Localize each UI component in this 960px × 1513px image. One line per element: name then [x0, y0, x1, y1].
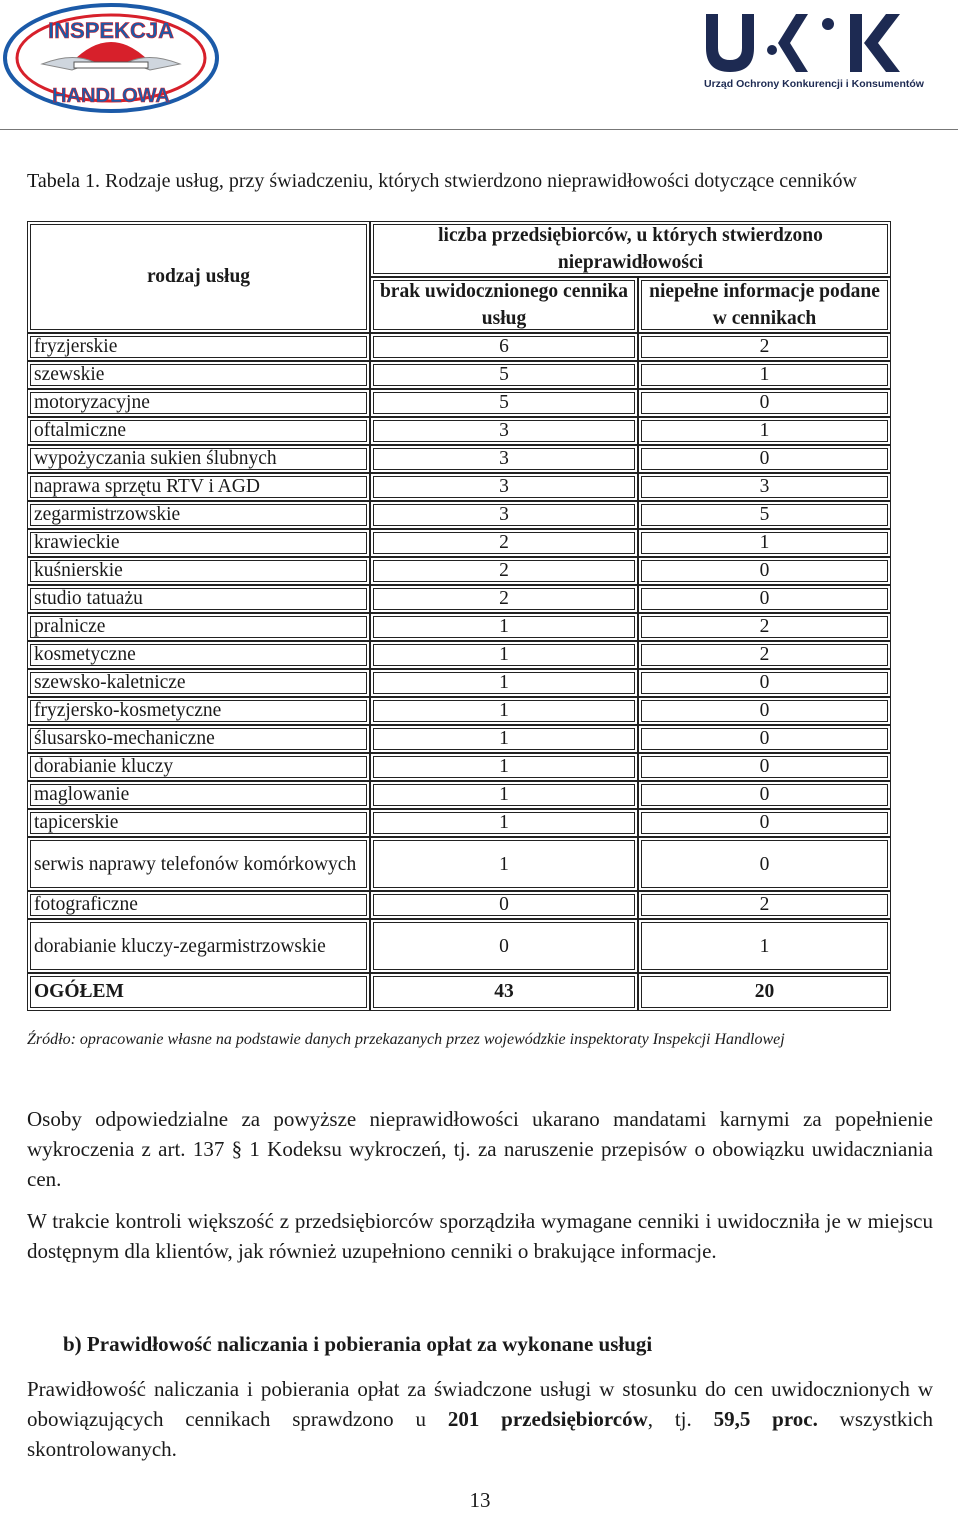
incomplete-info-cell: 5 [638, 501, 891, 529]
incomplete-info-cell: 0 [638, 809, 891, 837]
incomplete-info-cell: 0 [638, 697, 891, 725]
incomplete-info-cell: 2 [638, 641, 891, 669]
service-name-cell: fotograficzne [27, 891, 370, 919]
service-name-cell: naprawa sprzętu RTV i AGD [27, 473, 370, 501]
service-name-cell: maglowanie [27, 781, 370, 809]
table-row [27, 753, 891, 781]
no-price-list-cell: 5 [370, 361, 638, 389]
incomplete-info-cell: 0 [638, 585, 891, 613]
incomplete-info-cell: 2 [638, 613, 891, 641]
no-price-list-cell: 1 [370, 781, 638, 809]
paragraph-2: W trakcie kontroli większość z przedsiębiorców sporządziła wymagane cenniki i uwidoczniła je w miejscu dostępnym dla klientów, jak również uzupełniono cenniki o brakujące informacje. [27, 1209, 933, 1263]
table-row [27, 389, 891, 417]
incomplete-info-cell: 0 [638, 557, 891, 585]
service-name-cell: ślusarsko-mechaniczne [27, 725, 370, 753]
service-name-cell: krawieckie [27, 529, 370, 557]
table-caption [27, 168, 927, 195]
incomplete-info-cell: 2 [638, 333, 891, 361]
table-row [27, 445, 891, 473]
no-price-list-cell: 1 [370, 837, 638, 891]
table-row [27, 891, 891, 919]
inspekcja-handlowa-logo [2, 2, 220, 114]
table-row [27, 333, 891, 361]
table-row [27, 837, 891, 891]
caption-text: Rodzaje usług, przy świadczeniu, których stwierdzono nieprawidłowości dotyczące cenników [105, 170, 857, 192]
incomplete-info-cell: 0 [638, 725, 891, 753]
p3-part1: Prawidłowość naliczania i pobierania opłat za świadczone usługi w stosunku do cen uwidocznionych w obowiązujących cennikach sprawdzono u [27, 1377, 933, 1431]
table-row [27, 361, 891, 389]
table-row [27, 613, 891, 641]
svg-text:HANDLOWA: HANDLOWA [52, 85, 170, 107]
total-label-cell: OGÓŁEM [27, 973, 370, 1011]
col2-header-cell: niepełne informacje podane w cennikach [638, 277, 891, 333]
svg-text:INSPEKCJA: INSPEKCJA [48, 18, 174, 43]
incomplete-info-cell: 1 [638, 417, 891, 445]
incomplete-info-cell: 1 [638, 361, 891, 389]
source-note: Źródło: opracowanie własne na podstawie danych przekazanych przez wojewódzkie inspektoraty Inspekcji Handlowej [27, 1031, 785, 1048]
service-name-cell: kuśnierskie [27, 557, 370, 585]
col1-header-cell: brak uwidocznionego cennika usług [370, 277, 638, 333]
no-price-list-cell: 3 [370, 501, 638, 529]
service-name-cell: studio tatuażu [27, 585, 370, 613]
incomplete-info-cell: 0 [638, 389, 891, 417]
incomplete-info-cell: 0 [638, 669, 891, 697]
no-price-list-cell: 1 [370, 697, 638, 725]
incomplete-info-cell: 0 [638, 753, 891, 781]
section-subheading: b) Prawidłowość naliczania i pobierania opłat za wykonane usługi [63, 1332, 653, 1356]
no-price-list-cell: 1 [370, 809, 638, 837]
table-row [27, 501, 891, 529]
incomplete-info-cell: 3 [638, 473, 891, 501]
service-name-cell: pralnicze [27, 613, 370, 641]
service-name-cell: motoryzacyjne [27, 389, 370, 417]
p3-bold2: 59,5 proc. [713, 1407, 818, 1431]
service-name-cell: serwis naprawy telefonów komórkowych [27, 837, 370, 891]
table-row [27, 697, 891, 725]
total-row [27, 973, 891, 1011]
no-price-list-cell: 0 [370, 891, 638, 919]
service-name-cell: kosmetyczne [27, 641, 370, 669]
table-row [27, 809, 891, 837]
paragraph-1: Osoby odpowiedzialne za powyższe nieprawidłowości ukarano mandatami karnymi za popełnienie wykroczenia z art. 137 § 1 Kodeksu wykroczeń, tj. za naruszenie przepisów o obowiązku uwidaczniania cen. [27, 1107, 933, 1191]
uokik-caption: Urząd Ochrony Konkurencji i Konsumentów [704, 78, 924, 90]
service-name-cell: szewsko-kaletnicze [27, 669, 370, 697]
no-price-list-cell: 2 [370, 529, 638, 557]
service-name-cell: fryzjerskie [27, 333, 370, 361]
no-price-list-cell: 2 [370, 585, 638, 613]
table-row [27, 473, 891, 501]
table-row [27, 781, 891, 809]
service-name-cell: fryzjersko-kosmetyczne [27, 697, 370, 725]
incomplete-info-cell: 2 [638, 891, 891, 919]
service-name-cell: dorabianie kluczy-zegarmistrzowskie [27, 919, 370, 973]
header-divider [0, 129, 958, 130]
table-row [27, 529, 891, 557]
no-price-list-cell: 1 [370, 613, 638, 641]
no-price-list-cell: 5 [370, 389, 638, 417]
table-row [27, 725, 891, 753]
no-price-list-cell: 1 [370, 725, 638, 753]
group-header-cell: liczba przedsiębiorców, u których stwierdzono nieprawidłowości [370, 221, 891, 277]
table-row [27, 557, 891, 585]
table-row [27, 641, 891, 669]
service-name-cell: wypożyczania sukien ślubnych [27, 445, 370, 473]
no-price-list-cell: 1 [370, 753, 638, 781]
table-row [27, 919, 891, 973]
no-price-list-cell: 0 [370, 919, 638, 973]
incomplete-info-cell: 0 [638, 781, 891, 809]
p3-bold1: 201 przedsiębiorców [447, 1407, 648, 1431]
page-header [0, 0, 960, 130]
incomplete-info-cell: 0 [638, 837, 891, 891]
total-incomplete-info-cell: 20 [638, 973, 891, 1011]
table-row [27, 669, 891, 697]
incomplete-info-cell: 0 [638, 445, 891, 473]
no-price-list-cell: 3 [370, 445, 638, 473]
incomplete-info-cell: 1 [638, 529, 891, 557]
service-name-cell: tapicerskie [27, 809, 370, 837]
incomplete-info-cell: 1 [638, 919, 891, 973]
no-price-list-cell: 2 [370, 557, 638, 585]
p3-part3: wszystkich skontrolowanych. [27, 1407, 934, 1461]
no-price-list-cell: 6 [370, 333, 638, 361]
total-no-price-list-cell: 43 [370, 973, 638, 1011]
no-price-list-cell: 3 [370, 473, 638, 501]
table-row [27, 585, 891, 613]
caption-lead: Tabela 1. [27, 170, 101, 192]
service-name-cell: dorabianie kluczy [27, 753, 370, 781]
service-name-cell: szewskie [27, 361, 370, 389]
service-name-cell: oftalmiczne [27, 417, 370, 445]
p3-part2: , tj. [647, 1407, 714, 1431]
no-price-list-cell: 3 [370, 417, 638, 445]
row-header-cell: rodzaj usług [27, 221, 370, 333]
no-price-list-cell: 1 [370, 669, 638, 697]
table-row [27, 417, 891, 445]
paragraph-3 [27, 1374, 933, 1464]
services-table [27, 221, 891, 1011]
service-name-cell: zegarmistrzowskie [27, 501, 370, 529]
header-row-1 [27, 221, 891, 277]
no-price-list-cell: 1 [370, 641, 638, 669]
page-number: 13 [469, 1488, 491, 1512]
